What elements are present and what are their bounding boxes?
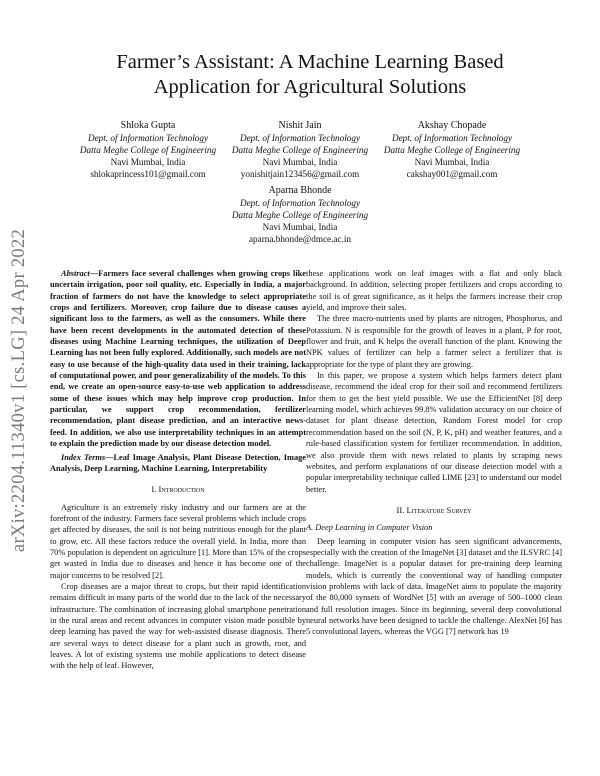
left-column: [50, 268, 306, 672]
author-city: Navi Mumbai, India: [262, 157, 338, 167]
section-heading-introduction: I. Introduction: [151, 484, 205, 495]
title-line-1: Farmer’s Assistant: A Machine Learning Based: [116, 51, 504, 73]
author-block-4: [210, 184, 390, 245]
paragraph: Deep learning in computer vision has seen significant advancements, especially with the creation of the ImageNet [3] dataset and the ILSVRC [4] challenge. ImageNet is a popular dataset for pre-training deep learning models, which is currently the conventional way of handling computer vision problems with lack of data. ImageNet aims to populate the majority of the 80,000 synsets of WordNet [5] with an average of 500–1000 clean and full resolution images. Since its beginning, several deep convolutional neural networks have been designed to tackle the challenge. AlexNet [6] has 5 convolutional layers, whereas the VGG [7] network has 19: [306, 536, 562, 637]
arxiv-identifier[interactable]: arXiv:2204.11340v1 [cs.LG] 24 Apr 2022: [9, 228, 30, 552]
right-column: [306, 268, 562, 638]
paragraph: these applications work on leaf images with a flat and only black background. In addition, selecting proper fertilizers and crops according to the soil is of great significance, as it helps the farmers increase their crop yield, and improve their sales.: [306, 269, 562, 313]
author-city: Navi Mumbai, India: [262, 222, 338, 232]
paper-title: [50, 50, 570, 100]
paragraph: In this paper, we propose a system which helps farmers detect plant disease, recommend the ideal crop for their soil and recommend fertilizers for them to get the best yield possible. We use the EfficientNet [8] deep learning model, which achieves 99.8% validation accuracy on our choice of dataset for plant disease detection, Random Forest model for crop recommendation based on the soil (N, P, K, pH) and weather features, and a rule-based classification system for fertilizer recommendation. In addition, we also provide them with news related to plants by scraping news websites, and perform explanations of our disease detection model with a popular interpretability technique called LIME [23] to understand our model better.: [306, 371, 562, 494]
title-line-2: Application for Agricultural Solutions: [153, 76, 467, 98]
paragraph: Agriculture is an extremely risky industry and our farmers are at the forefront of the industry. Farmers face several problems which include crops get affected by diseases, the soil is not being nutritious enough for the plant to grow, etc. All these factors reduce the overall yield. In India, more than 70% population is dependent on agriculture [1]. More than 15% of the crops get wasted in India due to diseases and hence it has become one of the major concerns to be resolved [2].: [50, 502, 306, 580]
author-college: Datta Meghe College of Engineering: [231, 210, 369, 220]
abstract-label: Abstract: [61, 269, 90, 278]
abstract-text: —Farmers face several challenges when growing crops like uncertain irrigation, poor soil quality, etc. Especially in India, a major fraction of farmers do not have the knowledge to select appropriate crops and fertilizers. Moreover, crop failure due to disease causes a significant loss to the farmers, as well as the consumers. While there have been recent developments in the automated detection of these diseases using Machine Learning techniques, the utilization of Deep Learning has not been fully explored. Additionally, such models are not easy to use because of the high-quality data used in their training, lack of computational power, and poor generalizability of the models. To this end, we create an open-source easy-to-use web application to address some of these issues which may help improve crop production. In particular, we support crop recommendation, fertilizer recommendation, plant disease prediction, and an interactive news-feed. In addition, we also use interpretability techniques in an attempt to explain the prediction made by our disease detection model.: [50, 269, 306, 449]
arxiv-sidebar: [8, 210, 32, 570]
author-city: Navi Mumbai, India: [110, 157, 186, 167]
paragraph: The three macro-nutrients used by plants are nitrogen, Phosphorus, and Potassium. N is responsible for the growth of leaves in a plant, P for root, flower and fruit, and K helps the overall function of the plant. Knowing the NPK values of fertilizer can help a farmer select a fertilizer that is appropriate for the type of plant they are growing.: [306, 314, 562, 369]
author-dept: Dept. of Information Technology: [87, 133, 209, 143]
index-terms-text: —Leaf Image Analysis, Plant Disease Detection, Image Analysis, Deep Learning, Machine Learning, Interpretability: [50, 452, 306, 473]
author-name: Shloka Gupta: [120, 120, 176, 131]
author-name: Akshay Chopade: [417, 120, 487, 131]
author-name: Aparna Bhonde: [268, 185, 332, 196]
author-email[interactable]: yonishitjain123456@gmail.com: [240, 169, 360, 179]
abstract: [50, 268, 306, 450]
author-email[interactable]: aparna.bhonde@dmce.ac.in: [248, 234, 352, 244]
author-email[interactable]: shlokaprincess101@gmail.com: [90, 169, 206, 179]
author-block-3: [362, 119, 542, 180]
author-dept: Dept. of Information Technology: [239, 198, 361, 208]
author-college: Datta Meghe College of Engineering: [79, 145, 217, 155]
paragraph: Crop diseases are a major threat to crops, but their rapid identification remains difficult in many parts of the world due to the lack of the necessary infrastructure. The combination of increasing global smartphone penetration in the rural areas and recent advances in computer vision made possible by deep learning has paved the way for web-assisted disease diagnosis. There are several ways to detect disease for a plant such as growth, root, and leaves. A lot of existing systems use mobile applications to detect disease with the help of leaf. However,: [50, 581, 306, 671]
author-name: Nishit Jain: [278, 120, 322, 131]
author-college: Datta Meghe College of Engineering: [231, 145, 369, 155]
subsection-heading: A. Deep Learning in Computer Vision: [306, 523, 433, 533]
author-email[interactable]: cakshay001@gmail.com: [406, 169, 498, 179]
author-city: Navi Mumbai, India: [414, 157, 490, 167]
index-terms: [50, 452, 306, 475]
index-terms-label: Index Terms: [61, 452, 106, 462]
author-dept: Dept. of Information Technology: [239, 133, 361, 143]
author-college: Datta Meghe College of Engineering: [383, 145, 521, 155]
author-dept: Dept. of Information Technology: [391, 133, 513, 143]
section-heading-literature-survey: II. Literature Survey: [396, 504, 472, 515]
